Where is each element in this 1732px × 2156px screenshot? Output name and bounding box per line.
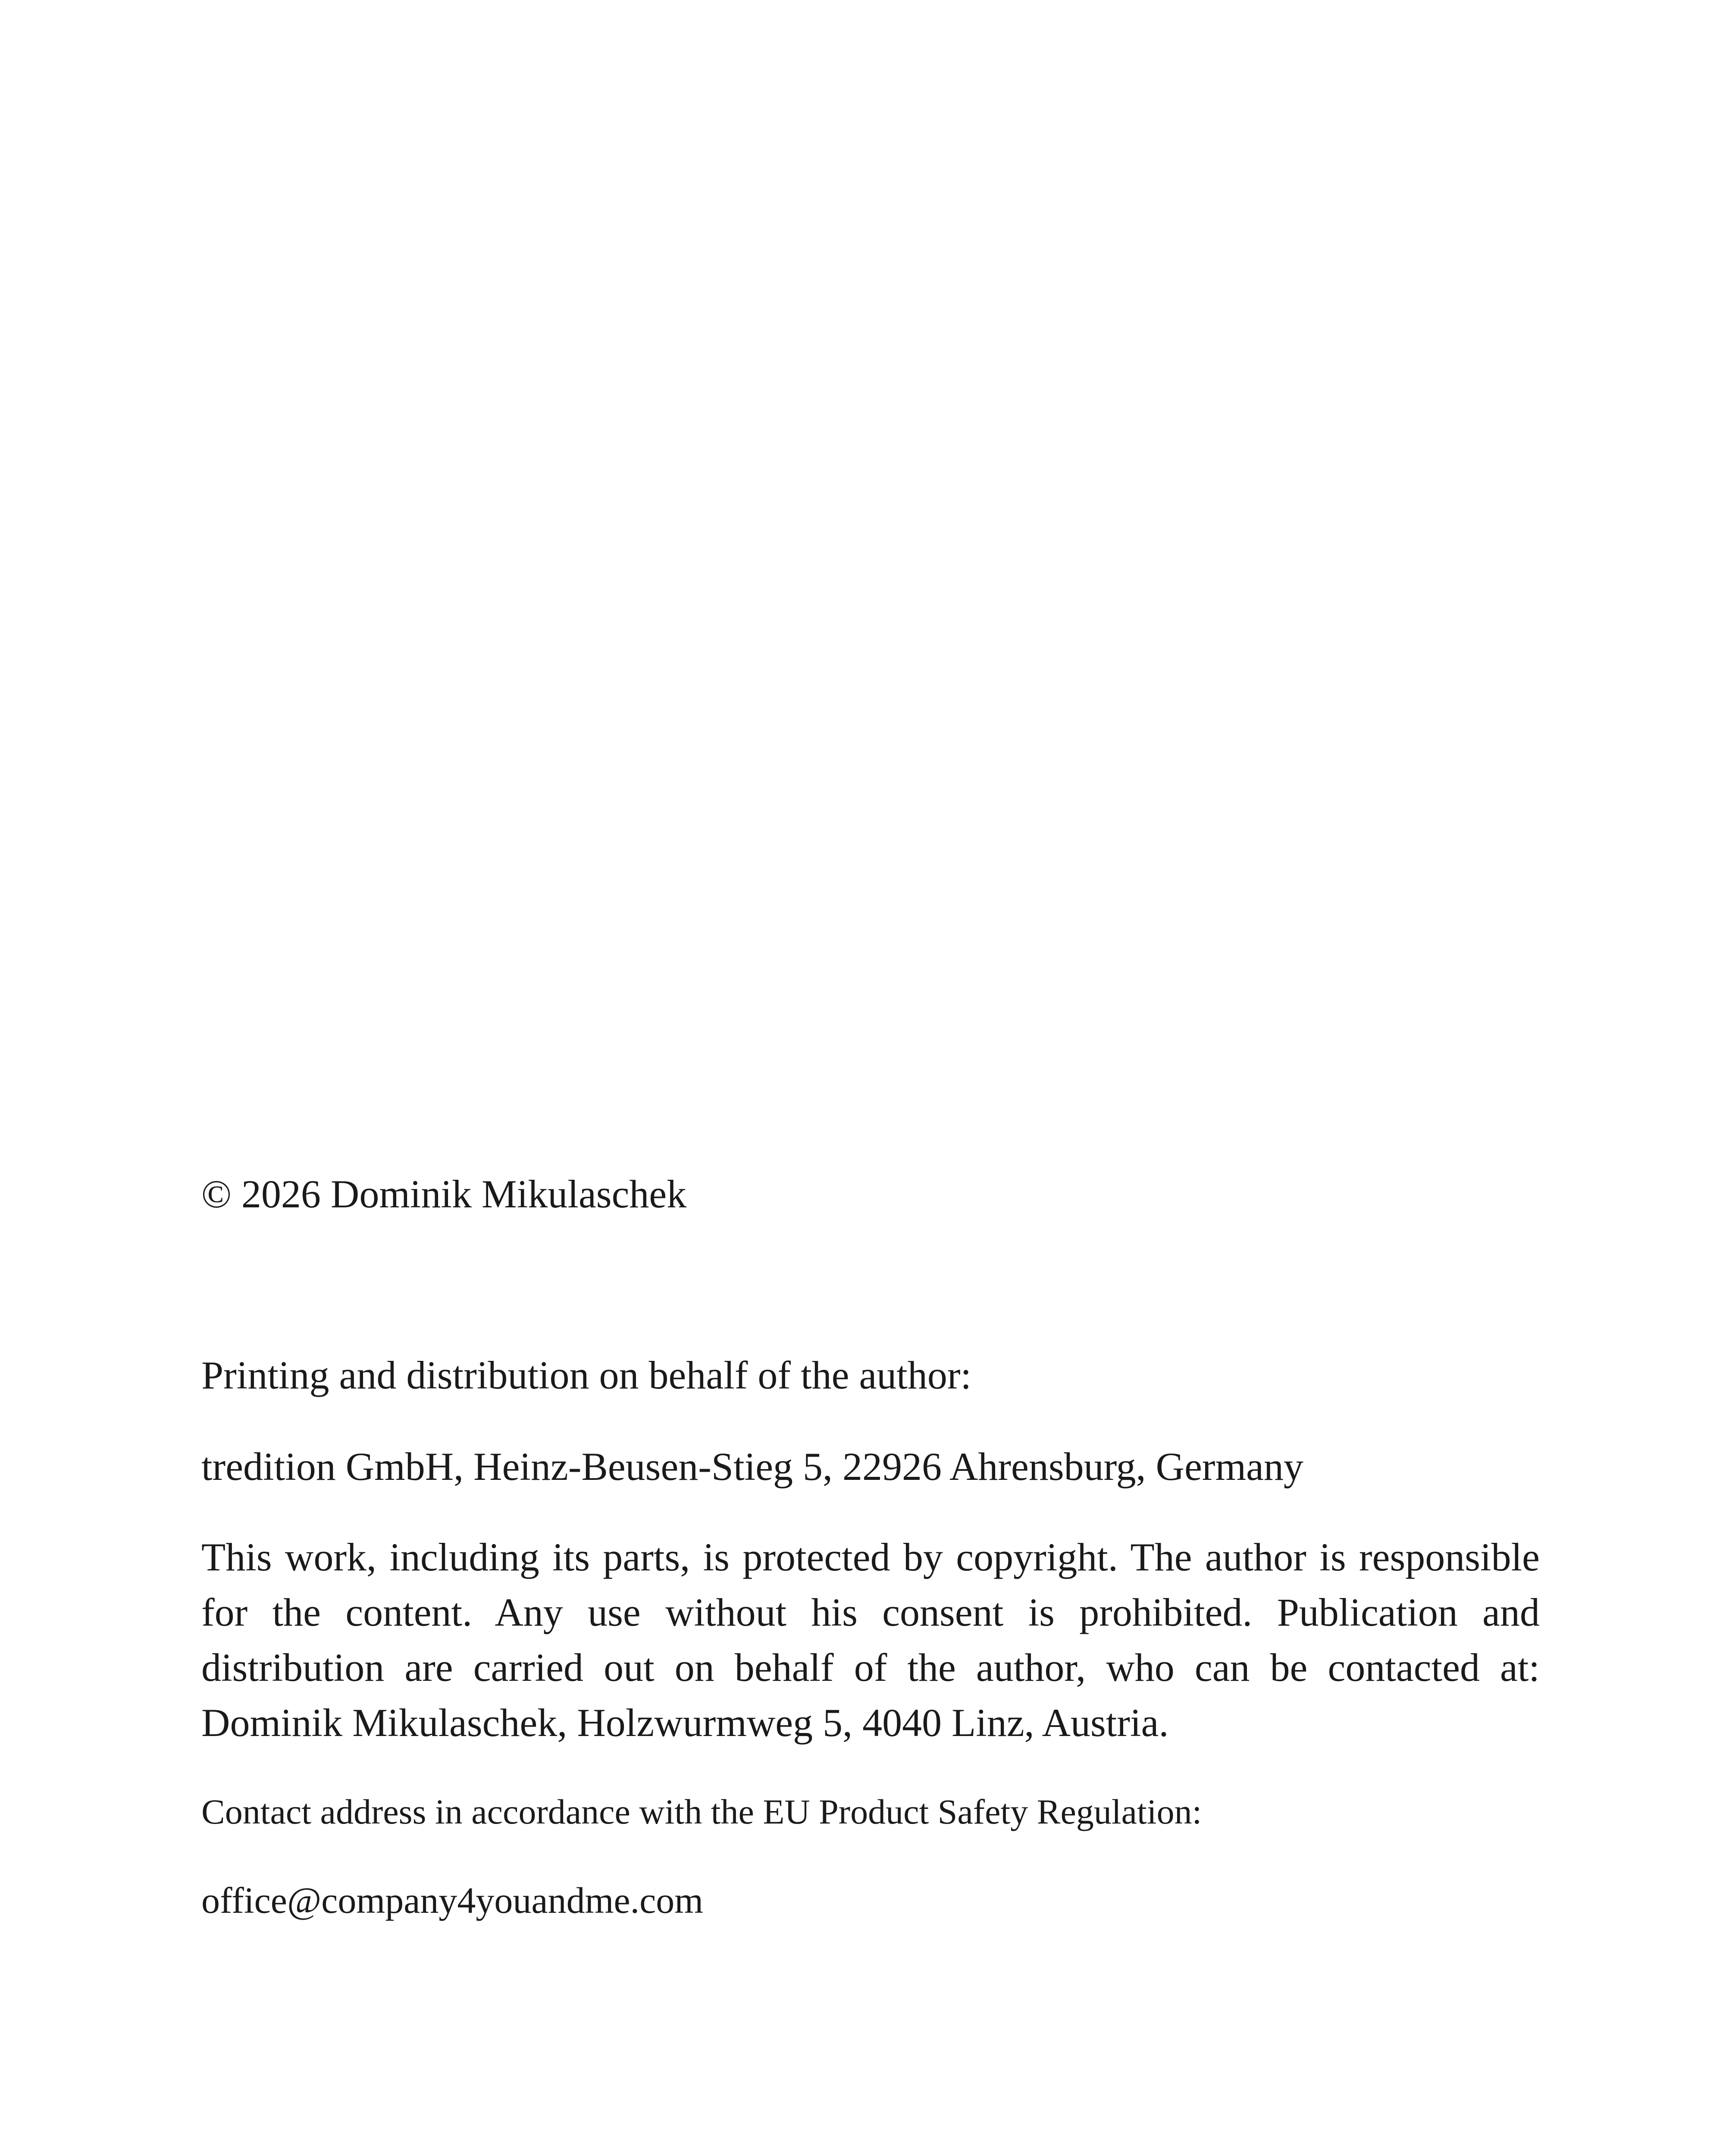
publisher-address: tredition GmbH, Heinz-Beusen-Stieg 5, 22926 Ahrensburg, Germany: [201, 1445, 1303, 1489]
copyright-notice: This work, including its parts, is protected by copyright. The author is responsible for the content. Any use without his consent is prohibited. Publication and distribution are carried out on behalf of the author, who can be contacted at: Dominik Mikulaschek, Holzwurmweg 5, 4040 Linz, Austria.: [201, 1535, 1540, 1745]
contact-email: office@company4youandme.com: [201, 1880, 704, 1921]
printing-distribution-line: Printing and distribution on behalf of the author:: [201, 1353, 972, 1397]
eu-contact-label: Contact address in accordance with the EU Product Safety Regulation:: [201, 1792, 1202, 1831]
copyright-line: © 2026 Dominik Mikulaschek: [201, 1172, 687, 1216]
